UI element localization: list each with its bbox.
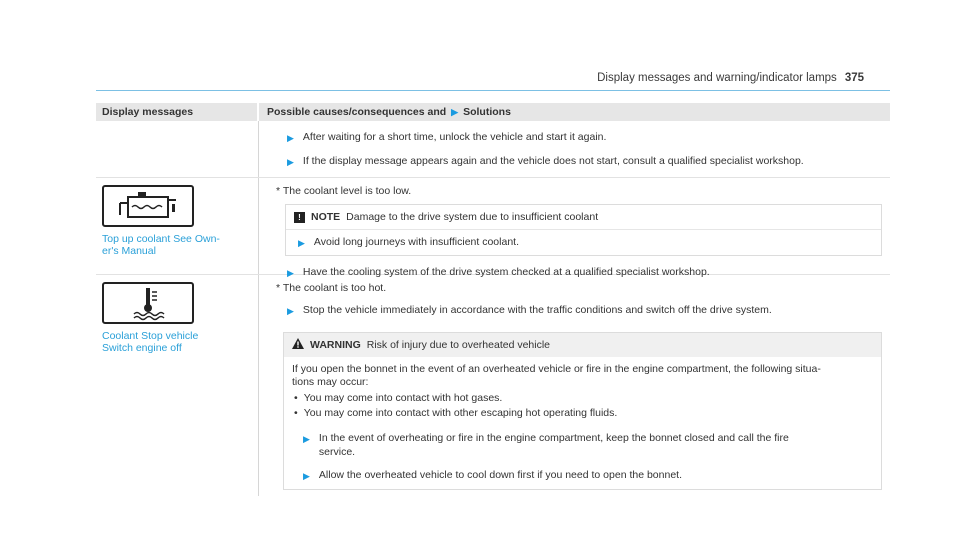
table-row (96, 178, 890, 278)
arrow-icon: ▶ (287, 268, 294, 278)
arrow-icon: ▶ (298, 238, 305, 248)
solution-step: ▶ In the event of overheating or fire in the engine compartment, keep the bonnet closed and call the fire service. (303, 432, 789, 458)
warning-box: WARNING Risk of injury due to overheated vehicle If you open the bonnet in the event of an overheated vehicle or fire in the engine compartment, the following situa- tions may occur: • You may come into contact with hot gases. • You may come into contact with other escaping hot operating fluids. ▶ In the event of overheating or fire in the engine compartment, keep the bonnet closed and call the fire service. ▶ Allow the overheated vehicle to cool down first if you need to open the bonnet. (283, 332, 882, 490)
bullet-icon: • (294, 407, 298, 419)
coolant-level-icon (102, 185, 194, 227)
column-header-display-messages: Display messages (96, 103, 259, 121)
list-item: • You may come into contact with other escaping hot operating fluids. (294, 407, 618, 419)
warning-text: If you open the bonnet in the event of an overheated vehicle or fire in the engine compartment, the following situa- (292, 363, 821, 375)
table-row (96, 121, 890, 178)
arrow-icon: ▶ (303, 434, 310, 444)
header-rule (96, 90, 890, 91)
solution-step: ▶ After waiting for a short time, unlock the vehicle and start it again. (287, 131, 607, 143)
table-header (96, 103, 890, 121)
arrow-icon: ▶ (287, 306, 294, 316)
lamp-label: Coolant Stop vehicle Switch engine off (102, 330, 199, 354)
messages-table (96, 103, 890, 496)
solution-step: ▶ If the display message appears again and the vehicle does not start, consult a qualified specialist workshop. (287, 155, 804, 167)
column-header-solutions: Possible causes/consequences and ▶ Solutions (267, 106, 511, 118)
solution-step: ▶ Allow the overheated vehicle to cool down first if you need to open the bonnet. (303, 469, 682, 481)
warning-text: tions may occur: (292, 376, 369, 388)
exclamation-icon: ! (294, 212, 305, 223)
solution-step: ▶ Have the cooling system of the drive system checked at a qualified specialist workshop. (287, 266, 710, 278)
arrow-icon: ▶ (451, 106, 459, 117)
lamp-label: Top up coolant See Own- er's Manual (102, 233, 220, 257)
section-title: Display messages and warning/indicator lamps (597, 72, 837, 84)
warning-triangle-icon (292, 338, 304, 352)
arrow-icon: ▶ (303, 471, 310, 481)
note-box: ! NOTE Damage to the drive system due to insufficient coolant ▶ Avoid long journeys with insufficient coolant. (285, 204, 882, 256)
solution-step: ▶ Stop the vehicle immediately in accordance with the traffic conditions and switch off the drive system. (287, 304, 772, 316)
page-number: 375 (844, 72, 864, 84)
arrow-icon: ▶ (287, 157, 294, 167)
coolant-temperature-icon (102, 282, 194, 324)
bullet-icon: • (294, 392, 298, 404)
page-header (597, 72, 864, 84)
cause-text: * The coolant is too hot. (276, 282, 387, 294)
cause-text: * The coolant level is too low. (276, 185, 412, 197)
arrow-icon: ▶ (287, 133, 294, 143)
table-row (96, 275, 890, 496)
solution-step: ▶ Avoid long journeys with insufficient coolant. (298, 236, 519, 248)
list-item: • You may come into contact with hot gases. (294, 392, 503, 404)
